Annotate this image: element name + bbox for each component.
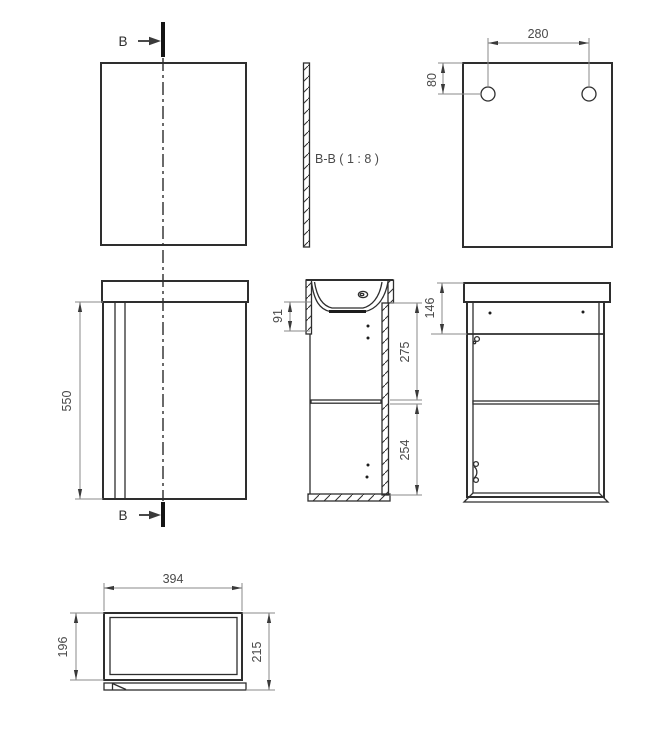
dim-overall-depth xyxy=(242,613,275,690)
mirror-section-view xyxy=(304,63,379,247)
svg-text:146: 146 xyxy=(423,297,437,319)
svg-text:196: 196 xyxy=(56,636,70,658)
svg-text:394: 394 xyxy=(162,572,184,586)
svg-text:550: 550 xyxy=(60,390,74,412)
front-apron-section xyxy=(306,280,312,334)
section-marker-top-label: B xyxy=(118,34,128,49)
dim-body-depth xyxy=(56,613,104,680)
body-plan-inner xyxy=(110,618,237,675)
dim-hole-top-offset xyxy=(425,63,482,94)
section-arrow-bottom xyxy=(139,511,161,520)
cabinet-body-rear xyxy=(467,302,604,497)
dim-upper-section xyxy=(390,303,422,400)
hanging-hole-right xyxy=(582,87,596,101)
dim-hole-spacing xyxy=(488,27,589,86)
countertop-rear xyxy=(464,283,610,302)
cabinet-rear-view xyxy=(423,283,610,502)
svg-text:254: 254 xyxy=(398,439,412,461)
mirror-front-view xyxy=(101,63,246,245)
hinge-bottom xyxy=(474,462,479,483)
rear-rail-section xyxy=(388,280,394,303)
dim-cabinet-width xyxy=(104,572,242,611)
svg-text:275: 275 xyxy=(398,341,412,363)
section-view-label: B-B ( 1 : 8 ) xyxy=(315,152,379,166)
svg-text:280: 280 xyxy=(527,27,549,41)
section-arrow-top xyxy=(138,37,161,46)
svg-text:91: 91 xyxy=(271,309,285,323)
bottom-panel-section xyxy=(308,494,390,501)
hinge-top xyxy=(473,337,479,344)
shelf-section xyxy=(311,400,381,403)
svg-text:215: 215 xyxy=(250,641,264,663)
dim-lower-section xyxy=(390,404,422,495)
door-edge-notch xyxy=(113,683,127,690)
back-panel-section xyxy=(382,303,389,495)
body-plan-outline xyxy=(104,613,242,680)
countertop-front xyxy=(102,281,248,302)
cabinet-section-view xyxy=(271,280,422,501)
shelf-rear xyxy=(473,401,599,404)
basin-profile xyxy=(312,282,389,312)
dim-cabinet-height xyxy=(60,302,103,499)
hanging-hole-left xyxy=(481,87,495,101)
dim-basin-apron-height xyxy=(271,302,311,331)
dim-back-rail-height xyxy=(423,283,467,334)
cabinet-plan-view xyxy=(56,572,275,690)
cabinet-front-view xyxy=(60,281,248,499)
section-marker-bottom-label: B xyxy=(118,508,128,523)
mirror-back-view xyxy=(425,27,612,247)
svg-text:80: 80 xyxy=(425,73,439,87)
